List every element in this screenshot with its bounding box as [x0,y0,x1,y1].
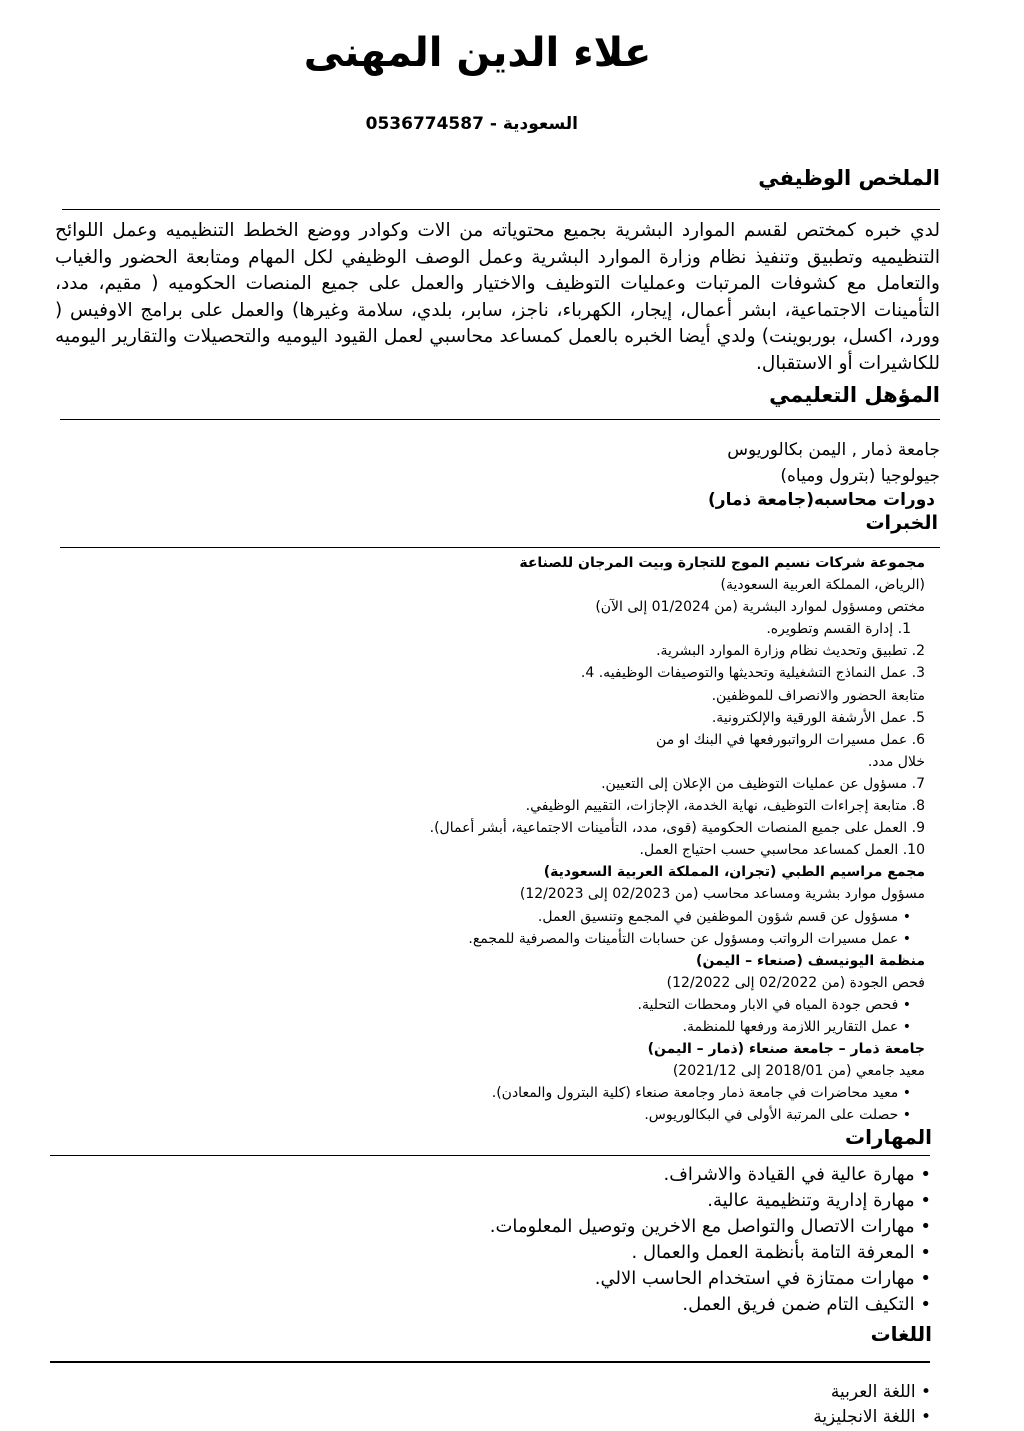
skill-item: • مهارات الاتصال والتواصل مع الاخرين وتوصيل المعلومات. [490,1214,931,1240]
skill-item: • مهارات ممتازة في استخدام الحاسب الالي. [490,1266,931,1292]
job-task: 8. متابعة إجراءات التوظيف، نهاية الخدمة، الإجازات، التقييم الوظيفي. [525,798,925,815]
job-role: مختص ومسؤول لموارد البشرية (من 01/2024 إلى الآن) [595,599,925,616]
languages-heading: اللغات [870,1322,932,1346]
language-item: • اللغة العربية [813,1380,931,1405]
education-line: جيولوجيا (بترول ومياه) [780,466,940,486]
job-task: 2. تطبيق وتحديث نظام وزارة الموارد البشرية. [656,643,925,660]
job-company: جامعة ذمار – جامعة صنعاء (ذمار – اليمن) [647,1041,925,1058]
job-role: فحص الجودة (من 02/2022 إلى 12/2022) [666,974,925,991]
job-task: • فحص جودة المياه في الابار ومحطات التحلية. [430,994,925,1016]
divider [60,419,940,420]
job-task: • حصلت على المرتبة الأولى في البكالوريوس. [430,1104,925,1126]
job-location: (الرياض، المملكة العربية السعودية) [720,577,925,594]
candidate-name: علاء الدين المهنى [303,30,652,76]
education-courses: دورات محاسبه(جامعة ذمار) [708,490,935,510]
job-task: • عمل التقارير اللازمة ورفعها للمنظمة. [430,1016,925,1038]
language-item: • اللغة الانجليزية [813,1405,931,1430]
skill-item: • مهارة إدارية وتنظيمية عالية. [490,1188,931,1214]
job-company: منظمة اليونيسف (صنعاء – اليمن) [696,952,925,969]
divider [50,1155,930,1156]
skills-heading: المهارات [845,1125,932,1149]
summary-heading: الملخص الوظيفي [758,166,940,190]
job-task: 5. عمل الأرشفة الورقية والإلكترونية. [711,709,925,726]
skill-item: • مهارة عالية في القيادة والاشراف. [490,1162,931,1188]
job-company: مجمع مراسيم الطبي (تجران، المملكة العربية السعودية) [543,864,925,881]
divider [50,1361,930,1363]
job-task: 7. مسؤول عن عمليات التوظيف من الإعلان إلى التعيين. [601,775,925,792]
languages-list [813,1380,931,1430]
job-company: مجموعة شركات نسيم الموج للتجارة وبيت المرجان للصناعة [519,555,925,571]
education-line: جامعة ذمار , اليمن بكالوريوس [727,440,940,460]
summary-text: لدي خبره كمختص لقسم الموارد البشرية بجميع محتوياته من الات وكوادر ووضع الخطط التنظيميه وعمل اللوائح التنظيميه وتطبيق وتنفيذ نظام وزارة الموارد البشرية وعمل الوصف الوظيفي لكل المهام ومتابعة الحضور والغياب والتعامل مع كشوفات المرتبات وعمليات التوظيف والاختيار والعمل على جميع المنصات الحكوميه ( مقيم، مدد، التأمينات الاجتماعية، ابشر أعمال، إيجار، الكهرباء، ناجز، سابر، بلدي، سلامة وغيرها) والعمل على برامج الاوفيس ( وورد، اكسل، بوربوينت) ولدي أيضا الخبره بالعمل كمساعد محاسبي لعمل القيود اليوميه والتحصيلات والتقارير اليوميه للكاشيرات أو الاستقبال. [55,220,940,374]
contact-line: السعودية - 0536774587 [365,114,578,134]
education-heading: المؤهل التعليمي [769,383,940,407]
job-task: 6. عمل مسيرات الرواتبورفعها في البنك او من [656,731,925,748]
job-task: 1. إدارة القسم وتطويره. [766,621,911,638]
skills-list [490,1162,931,1318]
job-task: 3. عمل النماذج التشغيلية وتحديثها والتوصيفات الوظيفيه. 4. [580,665,925,682]
skill-item: • التكيف التام ضمن فريق العمل. [490,1292,931,1318]
divider [62,209,940,210]
job-task: • معيد محاضرات في جامعة ذمار وجامعة صنعاء (كلية البترول والمعادن). [430,1082,925,1104]
experience-heading: الخبرات [865,512,938,534]
divider [60,547,940,548]
experience-list [430,552,925,1126]
job-task: متابعة الحضور والانصراف للموظفين. [711,687,925,704]
skill-item: • المعرفة التامة بأنظمة العمل والعمال . [490,1240,931,1266]
job-task: خلال مدد. [867,753,925,770]
job-task: 9. العمل على جميع المنصات الحكومية (قوى، مدد، التأمينات الاجتماعية، أبشر أعمال). [429,820,925,837]
job-role: مسؤول موارد بشرية ومساعد محاسب (من 02/2023 إلى 12/2023) [519,886,925,903]
job-role: معيد جامعي (من 2018/01 إلى 2021/12) [672,1063,925,1080]
job-task: • عمل مسيرات الرواتب ومسؤول عن حسابات التأمينات والمصرفية للمجمع. [430,928,925,950]
job-task: • مسؤول عن قسم شؤون الموظفين في المجمع وتنسيق العمل. [430,906,925,928]
job-task: 10. العمل كمساعد محاسبي حسب احتياج العمل. [639,842,925,859]
